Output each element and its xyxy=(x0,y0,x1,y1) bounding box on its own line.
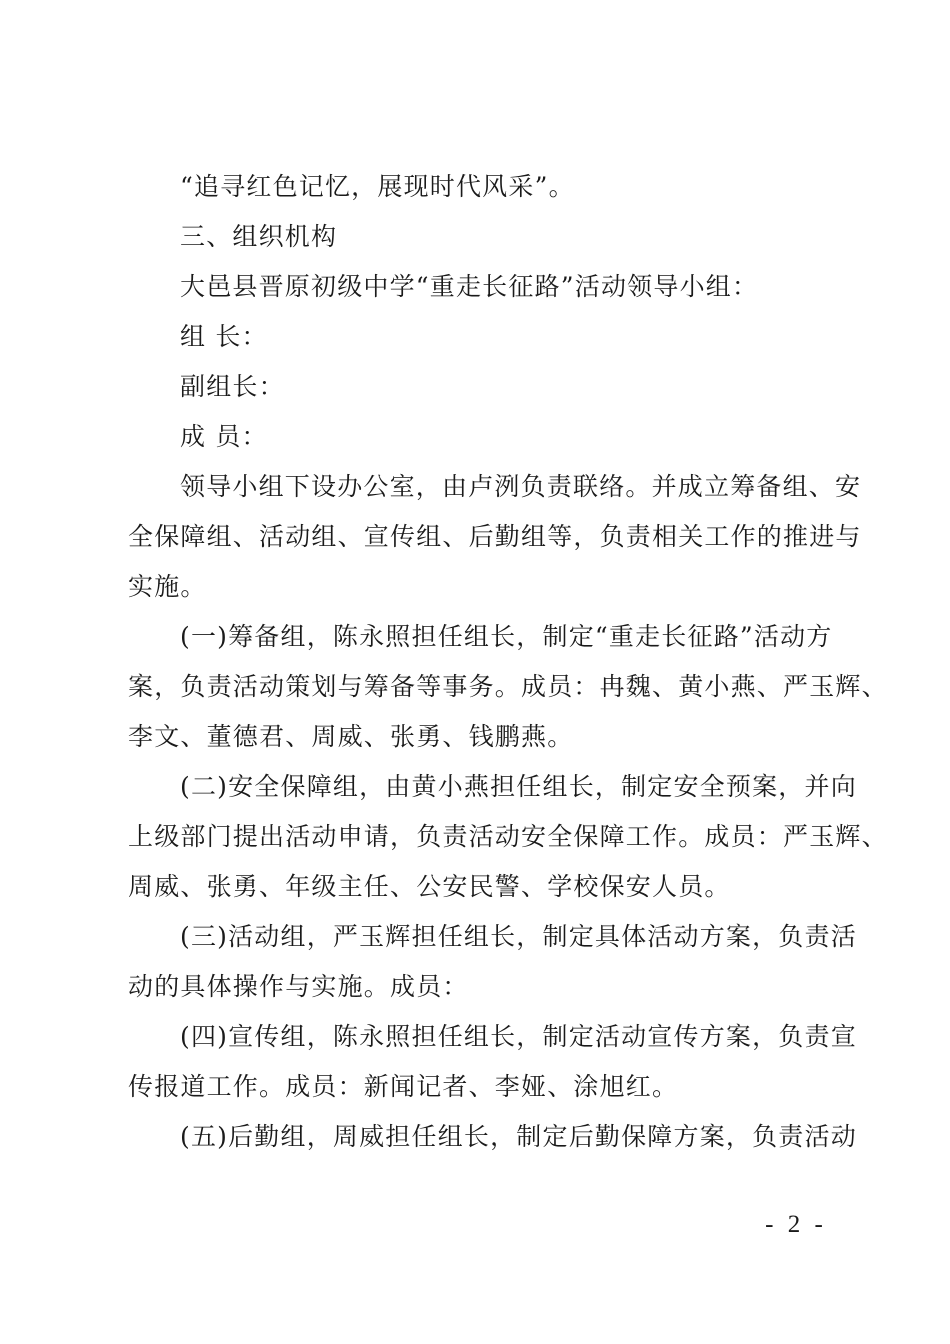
text-line: 组 长： xyxy=(180,322,268,351)
text-line: “追寻红色记忆，展现时代风采”。 xyxy=(180,172,575,201)
text-line: (一)筹备组，陈永照担任组长，制定“重走长征路”活动方 xyxy=(180,622,833,651)
section-heading: 三、组织机构 xyxy=(180,222,338,251)
text-line: 案，负责活动策划与筹备等事务。成员：冉魏、黄小燕、严玉辉、 xyxy=(128,672,888,701)
text-line: 全保障组、活动组、宣传组、后勤组等，负责相关工作的推进与 xyxy=(128,522,862,551)
text-line: 成 员： xyxy=(180,422,268,451)
text-line: (二)安全保障组，由黄小燕担任组长，制定安全预案，并向 xyxy=(180,772,857,801)
text-line: 领导小组下设办公室，由卢洌负责联络。并成立筹备组、安 xyxy=(180,472,862,501)
text-line: 动的具体操作与实施。成员： xyxy=(128,972,469,1001)
text-line: 大邑县晋原初级中学“重走长征路”活动领导小组： xyxy=(180,272,759,301)
text-line: 传报道工作。成员：新闻记者、李娅、涂旭红。 xyxy=(128,1072,679,1101)
text-line: 周威、张勇、年级主任、公安民警、学校保安人员。 xyxy=(128,872,731,901)
page-number: - 2 - xyxy=(765,1211,827,1238)
text-line: (四)宣传组，陈永照担任组长，制定活动宣传方案，负责宣 xyxy=(180,1022,857,1051)
text-line: 李文、董德君、周威、张勇、钱鹏燕。 xyxy=(128,722,574,751)
text-line: 副组长： xyxy=(180,372,285,401)
text-line: 实施。 xyxy=(128,572,207,601)
text-line: 上级部门提出活动申请，负责活动安全保障工作。成员：严玉辉、 xyxy=(128,822,888,851)
text-line: (三)活动组，严玉辉担任组长，制定具体活动方案，负责活 xyxy=(180,922,857,951)
text-line: (五)后勤组，周威担任组长，制定后勤保障方案，负责活动 xyxy=(180,1122,857,1151)
